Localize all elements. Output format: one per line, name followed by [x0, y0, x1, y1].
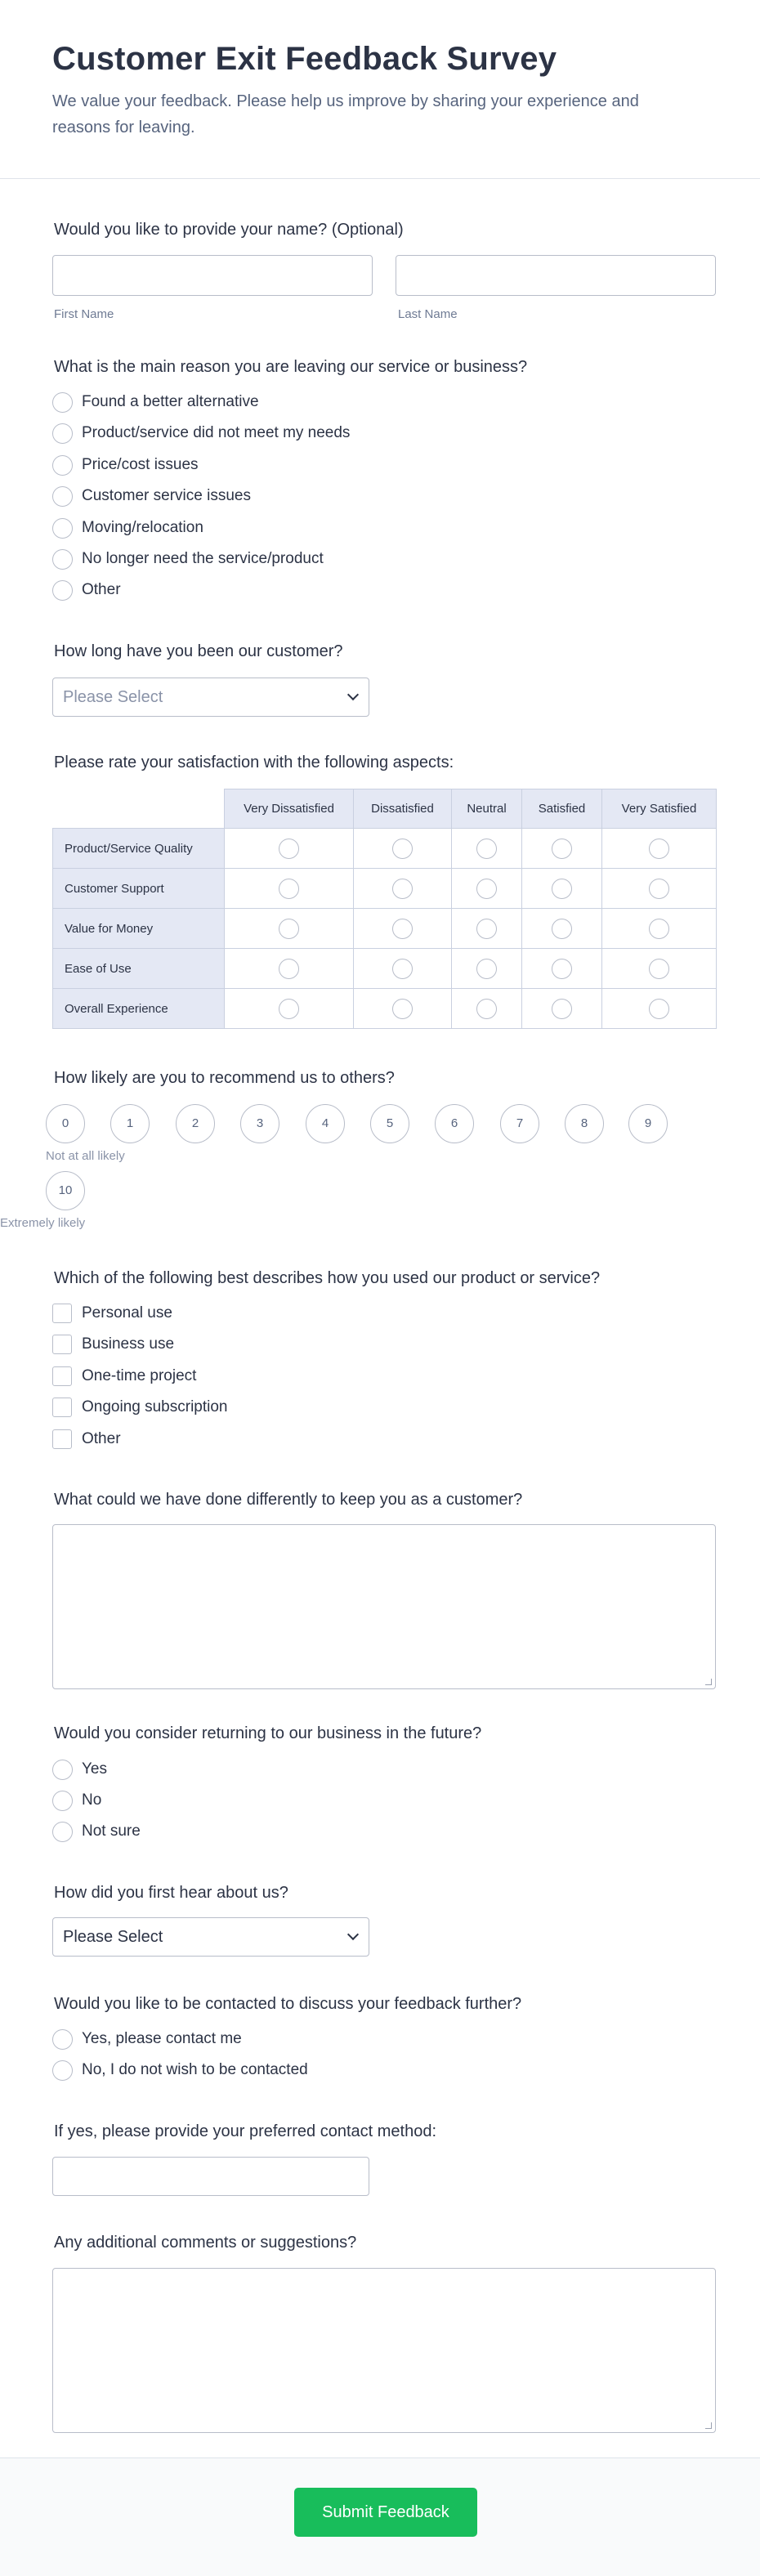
matrix-row: [53, 869, 717, 909]
scale-option[interactable]: 2: [176, 1104, 215, 1143]
usage-option-label: Business use: [82, 1335, 175, 1353]
last-name-input[interactable]: [396, 255, 716, 296]
form-title: Customer Exit Feedback Survey: [52, 41, 557, 77]
scale-option[interactable]: 5: [370, 1104, 409, 1143]
resize-grip-icon[interactable]: [705, 2422, 712, 2429]
matrix-radio[interactable]: [476, 999, 497, 1019]
matrix-radio[interactable]: [476, 839, 497, 859]
matrix-row: [53, 829, 717, 869]
header-divider: [0, 178, 760, 179]
matrix-radio[interactable]: [279, 879, 299, 899]
matrix-row: [53, 909, 717, 949]
reason-option-label: Customer service issues: [82, 487, 251, 504]
chevron-down-icon: [347, 689, 359, 700]
matrix-radio[interactable]: [279, 999, 299, 1019]
reason-option-label: Found a better alternative: [82, 393, 259, 410]
improve-textarea[interactable]: [52, 1524, 716, 1689]
matrix-row-label: Product/Service Quality: [53, 829, 225, 869]
chevron-down-icon: [347, 1929, 359, 1940]
matrix-radio[interactable]: [392, 879, 413, 899]
usage-checkbox[interactable]: [52, 1429, 72, 1449]
reason-radio[interactable]: [52, 486, 73, 507]
usage-question: Which of the following best describes how you used our product or service?: [54, 1269, 601, 1287]
usage-option-label: Personal use: [82, 1304, 172, 1322]
reason-radio[interactable]: [52, 518, 73, 539]
source-question: How did you first hear about us?: [54, 1884, 288, 1902]
matrix-radio[interactable]: [649, 999, 669, 1019]
scale-option[interactable]: 4: [306, 1104, 345, 1143]
matrix-row-label: Value for Money: [53, 909, 225, 949]
matrix-radio[interactable]: [392, 999, 413, 1019]
scale-option[interactable]: 1: [110, 1104, 150, 1143]
matrix-row-label: Customer Support: [53, 869, 225, 909]
reason-option-label: No longer need the service/product: [82, 550, 324, 567]
matrix-radio[interactable]: [392, 919, 413, 939]
source-select[interactable]: [52, 1917, 369, 1957]
matrix-row-label: Overall Experience: [53, 989, 225, 1029]
scale-low-label: Not at all likely: [46, 1149, 125, 1163]
scale-option[interactable]: 7: [500, 1104, 539, 1143]
matrix-radio[interactable]: [552, 879, 572, 899]
contact-radio[interactable]: [52, 2060, 73, 2081]
resize-grip-icon[interactable]: [705, 1679, 712, 1685]
form-subtitle: We value your feedback. Please help us improve by sharing your experience and reasons for leaving.: [52, 92, 639, 136]
contact-option-label: No, I do not wish to be contacted: [82, 2061, 308, 2078]
reason-radio[interactable]: [52, 423, 73, 444]
usage-checkbox[interactable]: [52, 1304, 72, 1323]
matrix-radio[interactable]: [392, 959, 413, 979]
matrix-radio[interactable]: [476, 959, 497, 979]
usage-option-label: One-time project: [82, 1367, 197, 1384]
scale-option[interactable]: 3: [240, 1104, 279, 1143]
reason-radio[interactable]: [52, 455, 73, 476]
contact-question: Would you like to be contacted to discuss your feedback further?: [54, 1995, 522, 2013]
satisfaction-question: Please rate your satisfaction with the following aspects:: [54, 754, 454, 771]
matrix-row: [53, 949, 717, 989]
reason-option-label: Product/service did not meet my needs: [82, 424, 351, 441]
matrix-radio[interactable]: [279, 919, 299, 939]
satisfaction-matrix: [52, 789, 717, 1029]
scale-option[interactable]: 6: [435, 1104, 474, 1143]
matrix-row-label: Ease of Use: [53, 949, 225, 989]
usage-option-label: Ongoing subscription: [82, 1398, 228, 1415]
matrix-column-header: Neutral: [452, 789, 522, 829]
reason-option-label: Price/cost issues: [82, 456, 199, 473]
comments-textarea[interactable]: [52, 2268, 716, 2433]
last-name-label: Last Name: [398, 307, 458, 321]
tenure-select[interactable]: [52, 678, 369, 717]
matrix-radio[interactable]: [552, 959, 572, 979]
reason-radio[interactable]: [52, 392, 73, 413]
contact-radio[interactable]: [52, 2029, 73, 2050]
scale-option[interactable]: 0: [46, 1104, 85, 1143]
first-name-input[interactable]: [52, 255, 373, 296]
matrix-radio[interactable]: [649, 839, 669, 859]
matrix-column-header: Satisfied: [522, 789, 602, 829]
usage-option-label: Other: [82, 1430, 121, 1447]
comments-question: Any additional comments or suggestions?: [54, 2234, 357, 2252]
return-radio[interactable]: [52, 1822, 73, 1842]
tenure-question: How long have you been our customer?: [54, 642, 343, 660]
recommend-question: How likely are you to recommend us to others?: [54, 1069, 395, 1087]
return-option-label: Yes: [82, 1760, 107, 1778]
usage-checkbox[interactable]: [52, 1335, 72, 1354]
reason-radio[interactable]: [52, 580, 73, 601]
contact-option-label: Yes, please contact me: [82, 2030, 242, 2047]
matrix-column-header: Very Satisfied: [602, 789, 717, 829]
scale-high-label: Extremely likely: [0, 1216, 86, 1230]
matrix-radio[interactable]: [476, 879, 497, 899]
matrix-radio[interactable]: [552, 839, 572, 859]
scale-option[interactable]: 8: [565, 1104, 604, 1143]
return-option-label: Not sure: [82, 1822, 141, 1840]
reason-option-label: Moving/relocation: [82, 519, 203, 536]
name-question: Would you like to provide your name? (Optional): [54, 221, 404, 239]
matrix-column-header: Dissatisfied: [354, 789, 452, 829]
matrix-radio[interactable]: [392, 839, 413, 859]
reason-question: What is the main reason you are leaving our service or business?: [54, 358, 528, 376]
usage-checkbox[interactable]: [52, 1398, 72, 1417]
contact-method-input[interactable]: [52, 2157, 369, 2196]
matrix-corner: [53, 789, 225, 829]
scale-option[interactable]: 9: [628, 1104, 668, 1143]
matrix-column-header: Very Dissatisfied: [225, 789, 354, 829]
improve-question: What could we have done differently to keep you as a customer?: [54, 1491, 523, 1509]
source-select-value: Please Select: [63, 1928, 163, 1946]
matrix-radio[interactable]: [649, 959, 669, 979]
scale-option[interactable]: 10: [46, 1171, 85, 1210]
matrix-radio[interactable]: [649, 919, 669, 939]
matrix-radio[interactable]: [279, 959, 299, 979]
usage-checkbox[interactable]: [52, 1366, 72, 1386]
first-name-label: First Name: [54, 307, 114, 321]
matrix-row: [53, 989, 717, 1029]
tenure-select-value: Please Select: [63, 688, 163, 706]
return-radio[interactable]: [52, 1760, 73, 1780]
matrix-radio[interactable]: [552, 919, 572, 939]
matrix-radio[interactable]: [649, 879, 669, 899]
matrix-radio[interactable]: [279, 839, 299, 859]
matrix-radio[interactable]: [476, 919, 497, 939]
submit-button[interactable]: Submit Feedback: [294, 2488, 477, 2537]
return-option-label: No: [82, 1791, 102, 1809]
reason-option-label: Other: [82, 581, 121, 598]
reason-radio[interactable]: [52, 549, 73, 570]
return-radio[interactable]: [52, 1791, 73, 1811]
matrix-radio[interactable]: [552, 999, 572, 1019]
contact-method-question: If yes, please provide your preferred contact method:: [54, 2122, 437, 2140]
return-question: Would you consider returning to our business in the future?: [54, 1724, 482, 1742]
